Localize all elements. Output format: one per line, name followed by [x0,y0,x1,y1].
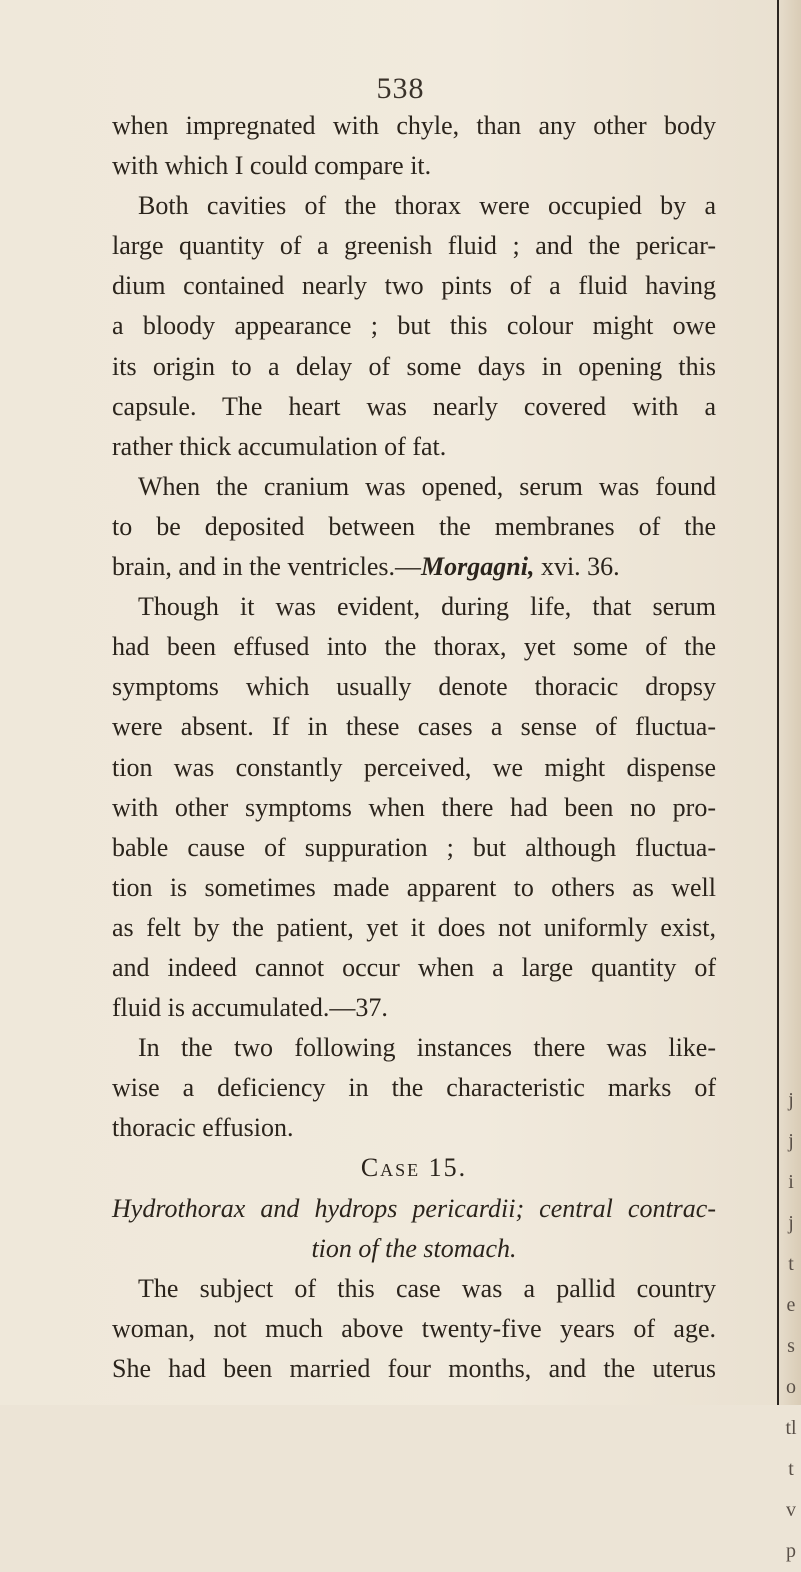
text-line: with other symptoms when there had been no pro- [112,792,716,822]
edge-letter: j [788,1130,794,1152]
edge-letter: i [788,1171,794,1193]
edge-letter: tl [785,1417,797,1439]
text-line: When the cranium was opened, serum was found [138,471,716,501]
text-line-with-reference [112,547,716,587]
text-line: woman, not much above twenty-five years of age. [112,1313,716,1343]
text-line: The subject of this case was a pallid country [138,1273,716,1303]
text-line: with which I could compare it. [112,151,432,181]
text-line: a bloody appearance ; but this colour might owe [112,311,716,341]
text-line: and indeed cannot occur when a large quantity of [112,952,716,982]
edge-letter: t [788,1458,794,1480]
text-fragment: brain, and in the ventricles.— [112,552,422,582]
text-line: symptoms which usually denote thoracic dropsy [112,672,716,702]
edge-letter: j [788,1089,794,1111]
text-line: large quantity of a greenish fluid ; and the pericar- [112,231,716,261]
edge-letter: v [786,1499,796,1521]
edge-letter: e [786,1294,796,1316]
text-line: capsule. The heart was nearly covered with a [112,391,716,421]
text-line: to be deposited between the membranes of the [112,511,716,541]
text-line: had been effused into the thorax, yet some of the [112,632,716,662]
text-line: wise a deficiency in the characteristic marks of [112,1073,716,1103]
text-line: She had been married four months, and the uterus [112,1353,716,1383]
text-line: as felt by the patient, yet it does not uniformly exist, [112,912,716,942]
text-line: when impregnated with chyle, than any other body [112,111,716,140]
text-line: Though it was evident, during life, that serum [138,592,716,622]
case-title: Hydrothorax and hydrops pericardii; central contrac- [112,1193,716,1223]
reference-location: xvi. 36. [534,552,620,582]
reference-author: Morgagni, [421,552,535,582]
text-line: Both cavities of the thorax were occupied by a [138,191,716,221]
facing-page-letters [784,1080,798,1572]
edge-letter: t [788,1253,794,1275]
edge-letter: o [786,1376,796,1398]
text-line: bable cause of suppuration ; but although fluctua- [112,832,716,862]
text-line: fluid is accumulated.—37. [112,993,388,1023]
case-title-continued: tion of the stomach. [311,1233,517,1263]
edge-letter: j [788,1212,794,1234]
text-line: tion was constantly perceived, we might dispense [112,752,716,782]
body-text [112,106,716,1389]
case-heading: Case 15. [360,1153,468,1183]
edge-letter: p [786,1540,796,1562]
text-line: thoracic effusion. [112,1113,294,1143]
facing-page-edge [777,0,801,1562]
text-line: tion is sometimes made apparent to others as well [112,872,716,902]
page-number: 538 [376,72,425,105]
text-line: its origin to a delay of some days in opening this [112,351,716,381]
text-line: dium contained nearly two pints of a fluid having [112,271,716,301]
text-line: rather thick accumulation of fat. [112,431,447,461]
text-line: In the two following instances there was like- [138,1033,716,1063]
text-line: were absent. If in these cases a sense of fluctua- [112,712,716,742]
edge-letter: s [787,1335,795,1357]
